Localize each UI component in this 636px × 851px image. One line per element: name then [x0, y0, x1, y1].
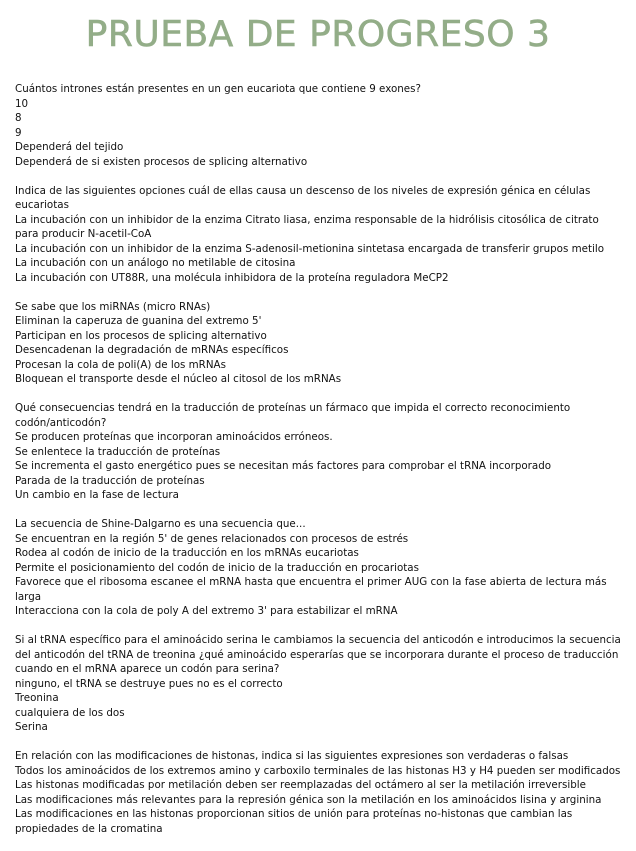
question-block: [15, 300, 621, 387]
answer-option: Las modificaciones en las histonas proporcionan sitios de unión para proteínas no-histonas que cambian las propiedades de la cromatina: [15, 808, 573, 835]
answer-option: Bloquean el transporte desde el núcleo al citosol de los mRNAs: [15, 373, 342, 385]
answer-option: Procesan la cola de poli(A) de los mRNAs: [15, 358, 226, 371]
answer-option: La incubación con UT88R, una molécula inhibidora de la proteína reguladora MeCP2: [15, 271, 449, 284]
answer-option: 8: [15, 112, 22, 124]
question-block: [15, 749, 621, 836]
answer-option: Dependerá de si existen procesos de splicing alternativo: [15, 155, 308, 168]
answer-option: Las modificaciones más relevantes para la represión génica son la metilación en los aminoácidos lisina y arginina: [15, 793, 602, 806]
answer-option: ninguno, el tRNA se destruye pues no es el correcto: [15, 677, 283, 690]
question-block: [15, 401, 621, 503]
answer-option: Dependerá del tejido: [15, 141, 124, 153]
answer-option: Se encuentran en la región 5' de genes relacionados con procesos de estrés: [15, 532, 409, 545]
answer-option: Se enlentece la traducción de proteínas: [15, 445, 221, 458]
answer-option: Permite el posicionamiento del codón de inicio de la traducción en procariotas: [15, 561, 419, 574]
answer-option: Serina: [15, 721, 48, 733]
question-block: [15, 517, 621, 619]
question-text: Qué consecuencias tendrá en la traducción de proteínas un fármaco que impida el correcto reconocimiento codón/anticodón?: [15, 402, 571, 429]
question-block: [15, 82, 621, 169]
questions-list: [15, 82, 621, 851]
question-text: Si al tRNA específico para el aminoácido serina le cambiamos la secuencia del anticodón e introducimos la secuencia del anticodón del tRNA de treonina ¿qué aminoácido esperarías que se incorporara durante el proceso de traducción cuando en el mRNA aparece un codón para serina?: [15, 634, 621, 675]
answer-option: Favorece que el ribosoma escanee el mRNA hasta que encuentra el primer AUG con la fase abierta de lectura más larga: [15, 576, 607, 603]
question-block: [15, 633, 621, 735]
answer-option: Participan en los procesos de splicing alternativo: [15, 329, 267, 342]
answer-option: Se producen proteínas que incorporan aminoácidos erróneos.: [15, 431, 333, 443]
question-text: Indica de las siguientes opciones cuál de ellas causa un descenso de los niveles de expresión génica en células eucariotas: [15, 184, 591, 211]
answer-option: 9: [15, 126, 22, 139]
answer-option: Interacciona con la cola de poly A del extremo 3' para estabilizar el mRNA: [15, 605, 398, 617]
answer-option: Parada de la traducción de proteínas: [15, 474, 205, 487]
answer-option: Se incrementa el gasto energético pues se necesitan más factores para comprobar el tRNA incorporado: [15, 460, 552, 472]
answer-option: La incubación con un inhibidor de la enzima Citrato liasa, enzima responsable de la hidrólisis citosólica de citrato para producir N-acetil-CoA: [15, 213, 599, 240]
answer-option: Todos los aminoácidos de los extremos amino y carboxilo terminales de las histonas H3 y H4 pueden ser modificados: [15, 764, 621, 777]
answer-option: Las histonas modificadas por metilación deben ser reemplazadas del octámero al ser la metilación irreversible: [15, 779, 586, 791]
answer-option: Eliminan la caperuza de guanina del extremo 5': [15, 315, 262, 327]
answer-option: cualquiera de los dos: [15, 706, 125, 719]
answer-option: Rodea al codón de inicio de la traducción en los mRNAs eucariotas: [15, 547, 359, 559]
question-text: Se sabe que los miRNAs (micro RNAs): [15, 300, 211, 313]
question-block: [15, 184, 621, 286]
page-title: PRUEBA DE PROGRESO 3: [85, 14, 551, 55]
question-text: Cuántos intrones están presentes en un gen eucariota que contiene 9 exones?: [15, 83, 421, 95]
answer-option: La incubación con un inhibidor de la enzima S-adenosil-metionina sintetasa encargada de transferir grupos metilo: [15, 242, 605, 255]
question-text: En relación con las modificaciones de histonas, indica si las siguientes expresiones son verdaderas o falsas: [15, 750, 569, 762]
answer-option: Desencadenan la degradación de mRNAs específicos: [15, 344, 289, 356]
answer-option: 10: [15, 97, 29, 110]
answer-option: La incubación con un análogo no metilable de citosina: [15, 257, 296, 269]
question-text: La secuencia de Shine-Dalgarno es una secuencia que...: [15, 518, 306, 530]
answer-option: Un cambio en la fase de lectura: [15, 489, 179, 501]
answer-option: Treonina: [15, 692, 59, 704]
